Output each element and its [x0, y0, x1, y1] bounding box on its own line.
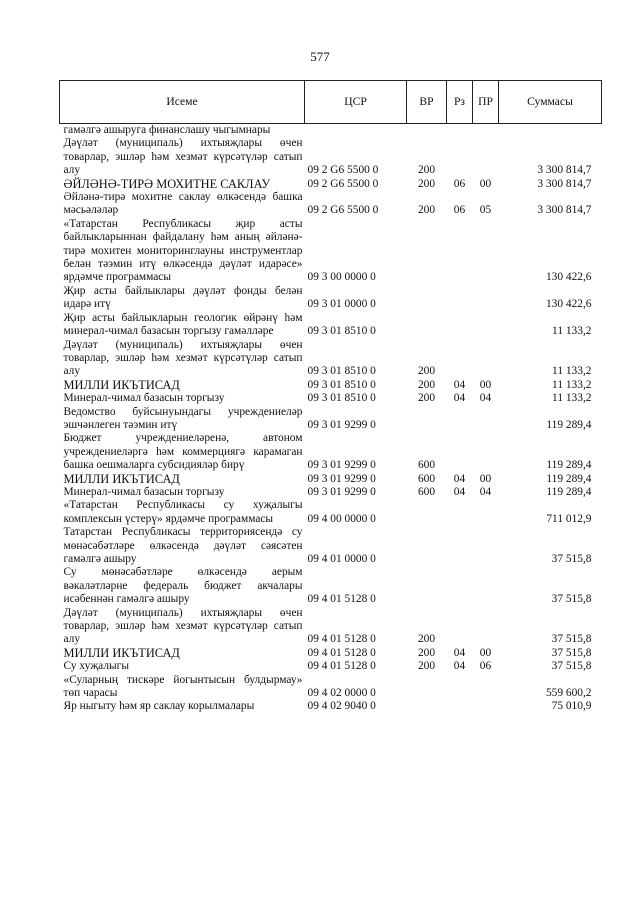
table-row — [60, 526, 602, 566]
row-sum: 11 133,2 — [552, 392, 592, 405]
table-row — [60, 124, 602, 138]
row-vr-code — [407, 700, 447, 713]
row-rz-code — [447, 526, 473, 566]
row-pr-code — [473, 137, 499, 177]
row-sum: 37 515,8 — [551, 646, 592, 659]
row-csr-code: 09 3 01 8510 0 — [307, 378, 376, 391]
row-pr-code — [473, 499, 499, 526]
row-csr-code: 09 3 00 0000 0 — [307, 271, 376, 284]
budget-table — [59, 80, 602, 714]
row-name: Татарстан Республикасы территориясендә су мөнәсәбәтләре өлкәсендә дәүләт сәясәтен гамәлгә ашыру — [63, 526, 303, 565]
row-rz-code — [447, 499, 473, 526]
row-csr-code: 09 4 01 5128 0 — [307, 593, 376, 606]
row-sum: 559 600,2 — [545, 687, 592, 700]
table-row — [60, 647, 602, 660]
row-pr-code: 00 — [479, 472, 492, 485]
table-row — [60, 137, 602, 177]
row-pr-code — [473, 312, 499, 339]
row-pr-code — [473, 526, 499, 566]
row-rz-code — [447, 339, 473, 379]
row-name: «Татарстан Республикасы су хуҗалыгы комплексын үстерү» ярдәмче программасы — [63, 499, 303, 525]
row-csr-code: 09 3 01 8510 0 — [307, 325, 376, 338]
row-sum: 3 300 814,7 — [537, 177, 592, 190]
table-row — [60, 674, 602, 701]
row-vr-code: 200 — [417, 164, 436, 177]
row-csr-code: 09 4 01 0000 0 — [307, 553, 376, 565]
table-row — [60, 339, 602, 379]
row-csr-code: 09 4 00 0000 0 — [307, 512, 376, 525]
row-csr-code: 09 4 01 5128 0 — [307, 633, 376, 646]
table-row — [60, 392, 602, 405]
row-pr-code: 00 — [479, 646, 492, 659]
row-name: Су хуҗалыгы — [63, 660, 130, 673]
table-row — [60, 218, 602, 285]
table-row — [60, 486, 602, 499]
row-sum: 37 515,8 — [551, 660, 592, 673]
row-vr-code — [407, 218, 447, 285]
row-rz-code: 04 — [453, 485, 466, 498]
table-row — [60, 312, 602, 339]
row-name: «Суларның тискәре йогынтысын булдырмау» төп чарасы — [63, 673, 303, 700]
row-rz-code: 04 — [453, 646, 466, 659]
row-vr-code: 200 — [417, 365, 436, 378]
table-row — [60, 660, 602, 673]
row-name: Бюджет учреждениеләренә, автоном учреждениеләргә һәм коммерциягә карамаган башка оешмаларга субсидияләр бирү — [63, 432, 303, 472]
row-vr-code: 200 — [417, 660, 436, 673]
row-vr-code — [407, 674, 447, 701]
row-rz-code: 06 — [453, 177, 466, 190]
row-csr-code: 09 3 01 9299 0 — [307, 472, 376, 485]
row-pr-code — [473, 124, 499, 138]
row-sum: 119 289,4 — [546, 418, 592, 431]
row-rz-code — [447, 124, 473, 138]
row-csr-code: 09 4 02 0000 0 — [307, 687, 376, 700]
table-row — [60, 700, 602, 713]
row-csr-code: 09 3 01 9299 0 — [307, 459, 376, 472]
header-pr: ПР — [473, 81, 499, 124]
row-pr-code: 04 — [479, 485, 492, 498]
row-sum: 37 515,8 — [551, 633, 592, 646]
row-vr-code — [407, 499, 447, 526]
row-sum — [499, 124, 602, 138]
row-pr-code: 06 — [479, 660, 492, 673]
row-rz-code: 04 — [453, 392, 466, 405]
table-row — [60, 178, 602, 191]
row-csr-code — [305, 124, 407, 138]
row-name: Әйләнә-тирә мохитне саклау өлкәсендә башка мәсьәләләр — [63, 191, 303, 217]
row-name: «Татарстан Республикасы җир асты байлыкларыннан файдалану һәм аның әйләнә-тирә мохитен мониторинглауны инструментлар белән тәэмин итү өлкәсендә дәүләт идарәсе» ярдәмче программасы — [63, 217, 303, 284]
row-name: Ведомство буйсынуындагы учреждениеләр эшчәнлеген тәэмин итү — [63, 405, 303, 431]
row-rz-code — [447, 566, 473, 606]
row-rz-code — [447, 432, 473, 472]
row-rz-code — [447, 674, 473, 701]
row-name: Дәүләт (муниципаль) ихтыяҗлары өчен товарлар, эшләр һәм хезмәт күрсәтүләр сатып алу — [63, 606, 303, 646]
row-csr-code: 09 3 01 8510 0 — [307, 365, 376, 378]
row-sum: 119 289,4 — [546, 459, 592, 472]
row-csr-code: 09 3 01 0000 0 — [307, 298, 376, 311]
row-rz-code — [447, 607, 473, 647]
header-rz: Рз — [447, 81, 473, 124]
table-row — [60, 473, 602, 486]
row-vr-code: 200 — [417, 646, 436, 659]
row-pr-code — [473, 406, 499, 433]
row-name: ӘЙЛӘНӘ-ТИРӘ МОХИТНЕ САКЛАУ — [63, 176, 271, 191]
row-pr-code — [473, 339, 499, 379]
header-csr: ЦСР — [305, 81, 407, 124]
row-csr-code: 09 2 G6 5500 0 — [307, 204, 379, 217]
row-rz-code: 04 — [453, 660, 466, 673]
row-sum: 3 300 814,7 — [537, 204, 592, 217]
row-rz-code — [447, 406, 473, 433]
row-pr-code — [473, 674, 499, 701]
row-vr-code: 200 — [417, 177, 436, 190]
row-csr-code: 09 2 G6 5500 0 — [307, 177, 379, 190]
table-header-row — [60, 81, 602, 124]
table-row — [60, 191, 602, 218]
row-name: МИЛЛИ ИКЪТИСАД — [63, 377, 180, 392]
row-pr-code: 04 — [479, 392, 492, 405]
row-csr-code: 09 2 G6 5500 0 — [307, 164, 379, 177]
page-number: 577 — [310, 49, 330, 64]
row-rz-code — [447, 285, 473, 312]
row-vr-code: 200 — [417, 633, 436, 646]
row-rz-code — [447, 218, 473, 285]
row-pr-code — [473, 218, 499, 285]
row-rz-code — [447, 700, 473, 713]
row-rz-code — [447, 137, 473, 177]
row-sum: 130 422,6 — [545, 298, 592, 311]
row-vr-code — [407, 124, 447, 138]
row-vr-code — [407, 312, 447, 339]
row-name: Минерал-чимал базасын торгызу — [63, 392, 225, 405]
row-vr-code: 600 — [417, 472, 436, 485]
row-csr-code: 09 4 01 5128 0 — [307, 646, 376, 659]
row-name: Дәүләт (муниципаль) ихтыяҗлары өчен товарлар, эшләр һәм хезмәт күрсәтүләр сатып алу — [63, 338, 303, 378]
row-vr-code: 200 — [417, 204, 436, 217]
table-row — [60, 406, 602, 433]
header-vr: ВР — [407, 81, 447, 124]
row-csr-code: 09 4 01 5128 0 — [307, 660, 376, 673]
row-name: гамәлгә ашыруга финанслашу чыгымнары — [63, 124, 271, 136]
row-name: Су мөнәсәбәтләре өлкәсендә аерым вәкаләтләрне федераль бюджет акчалары исәбеннән гамәлгә ашыру — [63, 566, 303, 606]
row-csr-code: 09 3 01 8510 0 — [307, 392, 376, 405]
row-sum: 11 133,2 — [552, 325, 592, 338]
row-csr-code: 09 3 01 9299 0 — [307, 418, 376, 431]
header-name: Исеме — [60, 81, 305, 124]
row-pr-code: 00 — [479, 378, 492, 391]
row-csr-code: 09 4 02 9040 0 — [307, 700, 376, 713]
row-pr-code — [473, 566, 499, 606]
row-rz-code: 04 — [453, 378, 466, 391]
row-csr-code: 09 3 01 9299 0 — [307, 485, 376, 498]
table-row — [60, 566, 602, 606]
row-sum: 119 289,4 — [546, 485, 592, 498]
row-pr-code — [473, 285, 499, 312]
table-row — [60, 499, 602, 526]
row-vr-code: 200 — [417, 392, 436, 405]
row-rz-code: 04 — [453, 472, 466, 485]
row-sum: 11 133,2 — [552, 378, 592, 391]
row-rz-code — [447, 312, 473, 339]
table-row — [60, 432, 602, 472]
row-vr-code: 600 — [417, 485, 436, 498]
table-body — [60, 124, 602, 714]
row-vr-code: 600 — [417, 459, 436, 472]
row-pr-code: 00 — [479, 177, 492, 190]
row-name: Минерал-чимал базасын торгызу — [63, 485, 225, 498]
row-vr-code — [407, 285, 447, 312]
row-sum: 37 515,8 — [551, 593, 592, 606]
row-name: МИЛЛИ ИКЪТИСАД — [63, 645, 180, 660]
row-name: Дәүләт (муниципаль) ихтыяҗлары өчен товарлар, эшләр һәм хезмәт күрсәтүләр сатып алу — [63, 137, 303, 177]
row-vr-code — [407, 526, 447, 566]
row-pr-code — [473, 432, 499, 472]
row-sum: 75 010,9 — [551, 700, 592, 713]
row-name: Җир асты байлыкларын геологик өйрәнү һәм минерал-чимал базасын торгызу гамәлләре — [63, 311, 303, 338]
header-sum: Суммасы — [499, 81, 602, 124]
row-sum: 119 289,4 — [546, 472, 592, 485]
row-pr-code — [473, 700, 499, 713]
table-row — [60, 379, 602, 392]
row-pr-code — [473, 607, 499, 647]
table-row — [60, 607, 602, 647]
row-sum: 37 515,8 — [551, 553, 592, 565]
row-sum: 11 133,2 — [552, 365, 592, 378]
row-sum: 3 300 814,7 — [537, 164, 592, 177]
row-vr-code: 200 — [417, 378, 436, 391]
row-name: МИЛЛИ ИКЪТИСАД — [63, 471, 180, 486]
row-vr-code — [407, 406, 447, 433]
row-sum: 711 012,9 — [546, 512, 592, 525]
row-name: Җир асты байлыклары дәүләт фонды белән идарә итү — [63, 284, 303, 311]
row-name: Яр ныгыту һәм яр саклау корылмалары — [63, 700, 255, 713]
row-pr-code: 05 — [479, 204, 492, 217]
row-sum: 130 422,6 — [545, 271, 592, 284]
row-rz-code: 06 — [453, 204, 466, 217]
table-row — [60, 285, 602, 312]
row-vr-code — [407, 566, 447, 606]
